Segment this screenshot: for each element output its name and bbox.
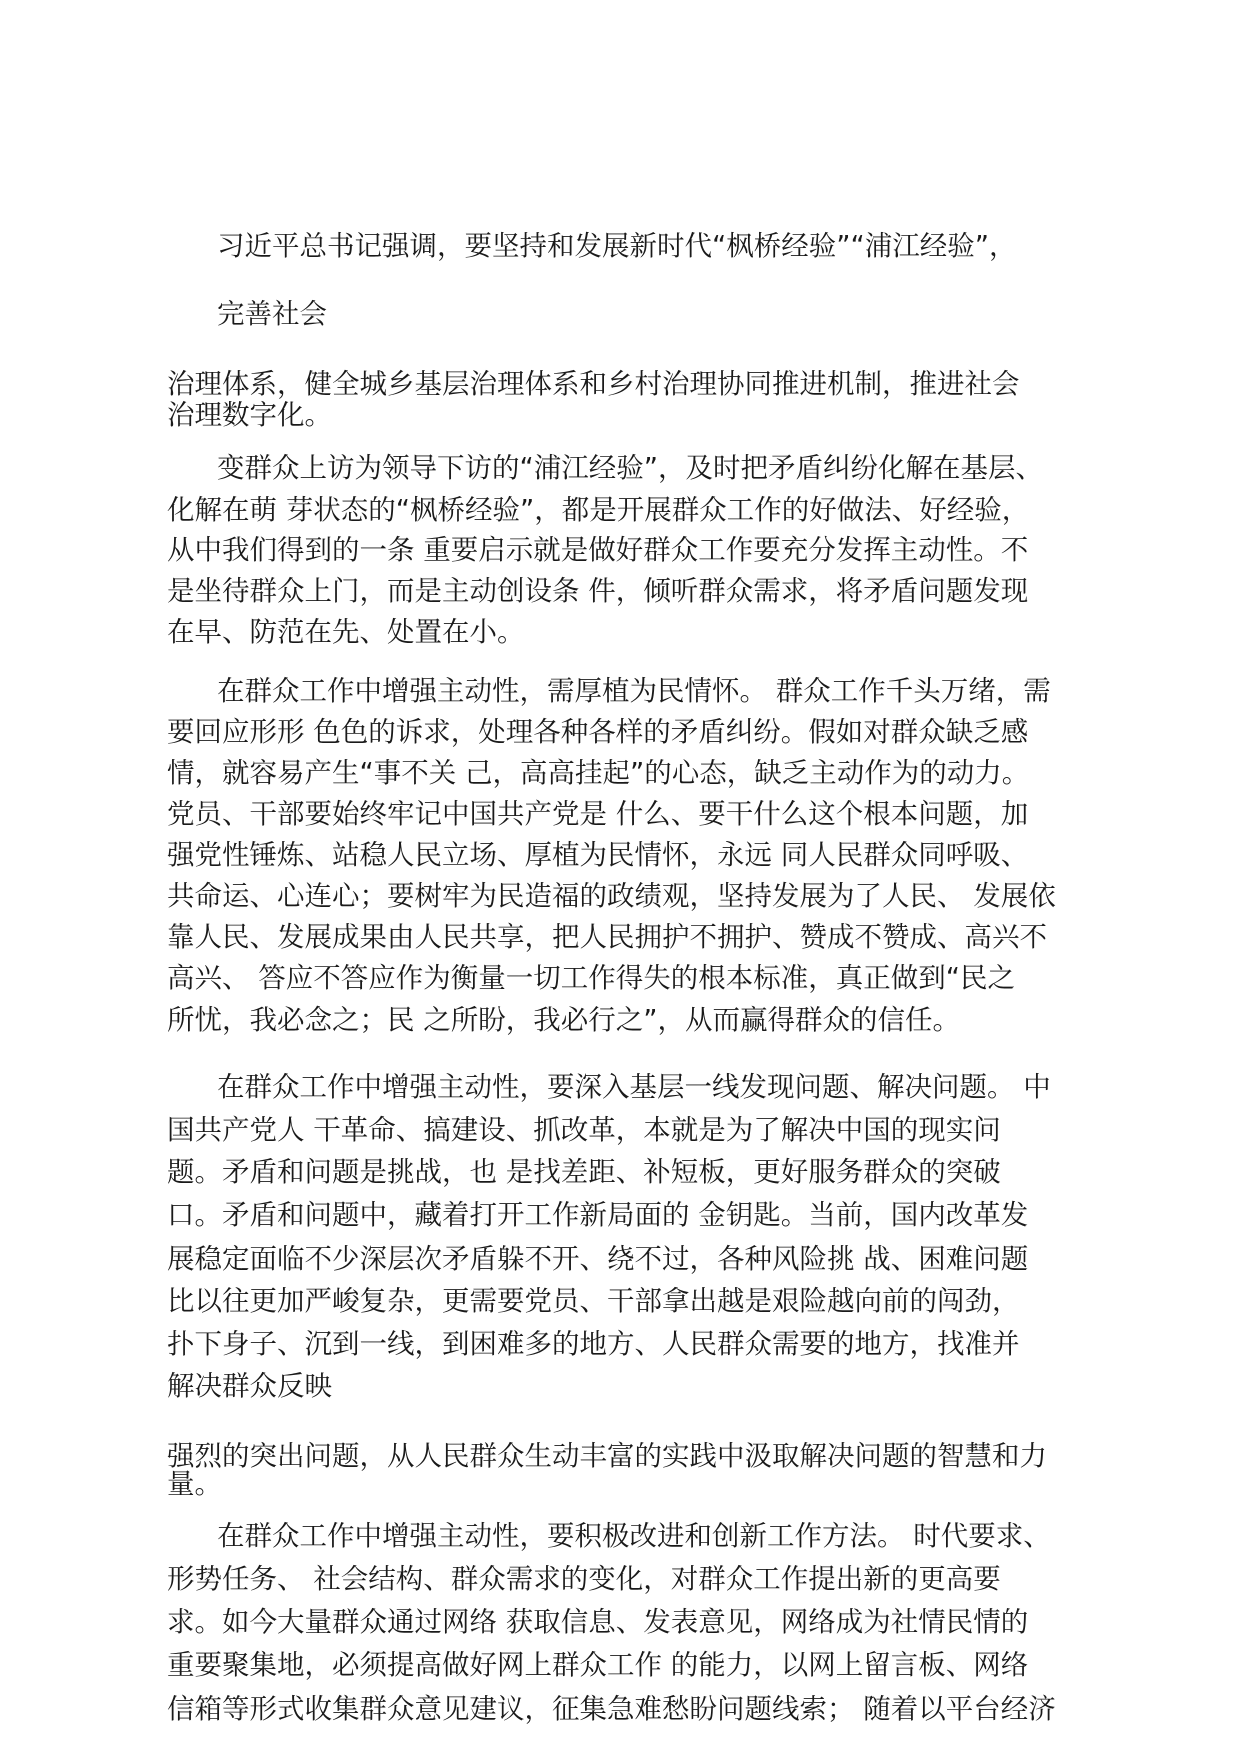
paragraph-2-line-1: 治理体系，健全城乡基层治理体系和乡村治理协同推进机制，推进社会 xyxy=(167,368,1020,400)
paragraph-6-line-1: 强烈的突出问题，从人民群众生动丰富的实践中汲取解决问题的智慧和力 xyxy=(167,1440,1047,1472)
paragraph-7-line-4: 重要聚集地，必须提高做好网上群众工作 的能力，以网上留言板、网络 xyxy=(167,1649,1029,1681)
paragraph-1-line-2: 完善社会 xyxy=(217,298,327,330)
paragraph-4-line-1: 在群众工作中增强主动性，需厚植为民情怀。 群众工作千头万绪，需 xyxy=(217,675,1051,707)
paragraph-5-line-3: 题。矛盾和问题是挑战，也 是找差距、补短板，更好服务群众的突破 xyxy=(167,1156,1001,1188)
paragraph-5-line-8: 解决群众反映 xyxy=(167,1370,332,1402)
paragraph-2-line-2: 治理数字化。 xyxy=(167,399,332,431)
paragraph-4-line-7: 靠人民、发展成果由人民共享，把人民拥护不拥护、赞成不赞成、高兴不 xyxy=(167,921,1047,953)
paragraph-4-line-9: 所忧，我必念之；民 之所盼，我必行之”，从而赢得群众的信任。 xyxy=(167,1004,960,1036)
paragraph-5-line-7: 扑下身子、沉到一线，到困难多的地方、人民群众需要的地方，找准并 xyxy=(167,1328,1020,1360)
paragraph-7-line-2: 形势任务、 社会结构、群众需求的变化，对群众工作提出新的更高要 xyxy=(167,1563,1001,1595)
paragraph-4-line-3: 情，就容易产生“事不关 己，高高挂起”的心态，缺乏主动作为的动力。 xyxy=(167,757,1030,789)
paragraph-3-line-3: 从中我们得到的一条 重要启示就是做好群众工作要充分发挥主动性。不 xyxy=(167,534,1029,566)
paragraph-3-line-5: 在早、防范在先、处置在小。 xyxy=(167,616,525,648)
paragraph-3-line-2: 化解在萌 芽状态的“枫桥经验”，都是开展群众工作的好做法、好经验， xyxy=(167,494,1030,526)
paragraph-4-line-5: 强党性锤炼、站稳人民立场、厚植为民情怀，永远 同人民群众同呼吸、 xyxy=(167,839,1029,871)
paragraph-7-line-5: 信箱等形式收集群众意见建议，征集急难愁盼问题线索； 随着以平台经济 xyxy=(167,1693,1056,1725)
paragraph-3-line-1: 变群众上访为领导下访的“浦江经验”，及时把矛盾纠纷化解在基层、 xyxy=(217,452,1043,484)
paragraph-5-line-5: 展稳定面临不少深层次矛盾躲不开、绕不过，各种风险挑 战、困难问题 xyxy=(167,1243,1029,1275)
paragraph-4-line-4: 党员、干部要始终牢记中国共产党是 什么、要干什么这个根本问题，加 xyxy=(167,798,1029,830)
paragraph-5-line-6: 比以往更加严峻复杂，更需要党员、干部拿出越是艰险越向前的闯劲， xyxy=(167,1285,1020,1317)
paragraph-3-line-4: 是坐待群众上门，而是主动创设条 件，倾听群众需求，将矛盾问题发现 xyxy=(167,575,1029,607)
paragraph-4-line-8: 高兴、 答应不答应作为衡量一切工作得失的根本标准，真正做到“民之 xyxy=(167,962,1015,994)
paragraph-5-line-1: 在群众工作中增强主动性，要深入基层一线发现问题、解决问题。 中 xyxy=(217,1071,1051,1103)
paragraph-5-line-4: 口。矛盾和问题中，藏着打开工作新局面的 金钥匙。当前，国内改革发 xyxy=(167,1199,1029,1231)
paragraph-4-line-6: 共命运、心连心；要树牢为民造福的政绩观，坚持发展为了人民、 发展依 xyxy=(167,880,1056,912)
paragraph-7-line-3: 求。如今大量群众通过网络 获取信息、发表意见，网络成为社情民情的 xyxy=(167,1606,1029,1638)
paragraph-5-line-2: 国共产党人 干革命、搞建设、抓改革，本就是为了解决中国的现实问 xyxy=(167,1114,1001,1146)
paragraph-1-line-1: 习近平总书记强调，要坚持和发展新时代“枫桥经验”“浦江经验”， xyxy=(217,230,1017,262)
paragraph-4-line-2: 要回应形形 色色的诉求，处理各种各样的矛盾纠纷。假如对群众缺乏感 xyxy=(167,716,1029,748)
paragraph-7-line-1: 在群众工作中增强主动性，要积极改进和创新工作方法。 时代要求、 xyxy=(217,1520,1051,1552)
paragraph-6-line-2: 量。 xyxy=(167,1468,222,1500)
